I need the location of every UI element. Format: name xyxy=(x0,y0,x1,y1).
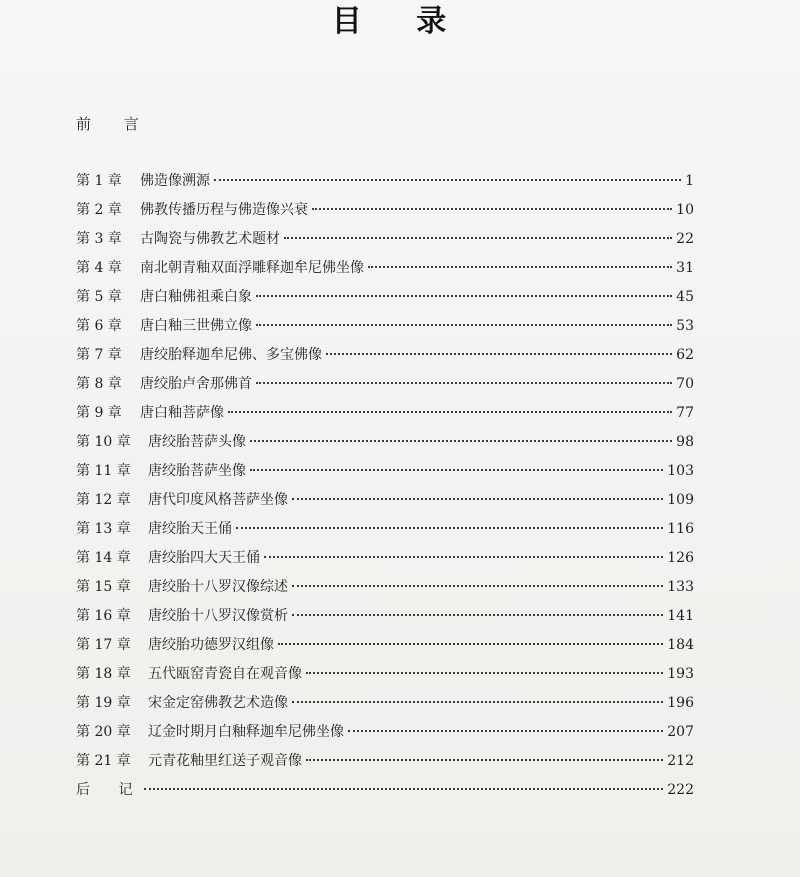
toc-entry xyxy=(76,723,694,752)
toc-chapter-number: 第 8 章 xyxy=(76,376,122,392)
toc-page-number: 45 xyxy=(676,289,694,305)
toc-leader-dots xyxy=(312,208,672,210)
toc-chapter-title: 佛造像溯源 xyxy=(140,173,210,189)
toc-chapter-number: 第 17 章 xyxy=(76,637,131,653)
toc-leader-dots xyxy=(326,353,672,355)
toc-chapter-title: 唐绞胎十八罗汉像赏析 xyxy=(148,608,288,624)
toc-entry xyxy=(76,375,694,404)
toc-leader-dots xyxy=(306,672,663,674)
toc-leader-dots xyxy=(214,179,681,181)
toc-page-number: 31 xyxy=(676,260,694,276)
toc-leader-dots xyxy=(250,469,663,471)
toc-entry xyxy=(76,404,694,433)
toc-chapter-title: 宋金定窑佛教艺术造像 xyxy=(148,695,288,711)
toc-entry xyxy=(76,694,694,723)
toc-page-number: 212 xyxy=(667,753,694,769)
toc-chapter-number: 第 16 章 xyxy=(76,608,131,624)
toc-leader-dots xyxy=(228,411,672,413)
toc-entry xyxy=(76,172,694,201)
toc-page-number: 141 xyxy=(667,608,694,624)
toc-chapter-title: 唐绞胎菩萨坐像 xyxy=(148,463,246,479)
toc-chapter-title: 唐绞胎四大天王俑 xyxy=(148,550,260,566)
toc-entry xyxy=(76,607,694,636)
toc-leader-dots xyxy=(144,788,663,790)
toc-page-number: 109 xyxy=(667,492,694,508)
toc-chapter-number: 第 4 章 xyxy=(76,260,122,276)
toc-page-number: 70 xyxy=(676,376,694,392)
toc-entry xyxy=(76,549,694,578)
toc-page-number: 22 xyxy=(676,231,694,247)
toc-chapter-title: 佛教传播历程与佛造像兴衰 xyxy=(140,202,308,218)
toc-entry xyxy=(76,230,694,259)
toc-entry xyxy=(76,520,694,549)
toc-chapter-number: 第 9 章 xyxy=(76,405,122,421)
toc-page-number: 1 xyxy=(685,173,694,189)
toc-chapter-title: 唐代印度风格菩萨坐像 xyxy=(148,492,288,508)
toc-chapter-number: 第 2 章 xyxy=(76,202,122,218)
toc-leader-dots xyxy=(256,295,672,297)
toc-page-number: 193 xyxy=(667,666,694,682)
toc-entry xyxy=(76,665,694,694)
toc-page-number: 103 xyxy=(667,463,694,479)
toc-page-number: 133 xyxy=(667,579,694,595)
toc-entry xyxy=(76,433,694,462)
toc-page-number: 62 xyxy=(676,347,694,363)
toc-chapter-number: 第 3 章 xyxy=(76,231,122,247)
toc-entry xyxy=(76,288,694,317)
toc-leader-dots xyxy=(256,324,672,326)
toc-leader-dots xyxy=(292,701,663,703)
toc-leader-dots xyxy=(236,527,663,529)
toc-leader-dots xyxy=(264,556,663,558)
toc-chapter-number: 第 6 章 xyxy=(76,318,122,334)
toc-page-number: 116 xyxy=(667,521,694,537)
toc-chapter-title: 南北朝青釉双面浮雕释迦牟尼佛坐像 xyxy=(140,260,364,276)
toc-page-number: 98 xyxy=(676,434,694,450)
toc-entry xyxy=(76,462,694,491)
toc-chapter-title: 唐绞胎菩萨头像 xyxy=(148,434,246,450)
toc-chapter-title: 唐绞胎卢舍那佛首 xyxy=(140,376,252,392)
toc-entry xyxy=(76,578,694,607)
toc-page-number: 53 xyxy=(676,318,694,334)
toc-page-number: 77 xyxy=(676,405,694,421)
toc-entry xyxy=(76,636,694,665)
toc-leader-dots xyxy=(368,266,672,268)
toc-chapter-title: 唐绞胎释迦牟尼佛、多宝佛像 xyxy=(140,347,322,363)
toc-chapter-number: 第 10 章 xyxy=(76,434,131,450)
toc-chapter-title: 元青花釉里红送子观音像 xyxy=(148,753,302,769)
toc-entry xyxy=(76,259,694,288)
toc-chapter-number: 第 14 章 xyxy=(76,550,131,566)
toc-preface: 前 言 xyxy=(76,115,153,133)
toc-leader-dots xyxy=(292,585,663,587)
toc-chapter-title: 唐绞胎天王俑 xyxy=(148,521,232,537)
toc-chapter-title: 古陶瓷与佛教艺术题材 xyxy=(140,231,280,247)
toc-page-number: 196 xyxy=(667,695,694,711)
toc-entry xyxy=(76,752,694,781)
toc-entry xyxy=(76,201,694,230)
toc-afterword-label: 后 记 xyxy=(76,782,145,798)
toc-chapter-title: 唐绞胎功德罗汉组像 xyxy=(148,637,274,653)
toc-leader-dots xyxy=(348,730,663,732)
toc-chapter-title: 辽金时期月白釉释迦牟尼佛坐像 xyxy=(148,724,344,740)
toc-leader-dots xyxy=(256,382,672,384)
table-of-contents xyxy=(76,172,694,810)
toc-entry xyxy=(76,346,694,375)
toc-chapter-title: 唐绞胎十八罗汉像综述 xyxy=(148,579,288,595)
toc-chapter-number: 第 7 章 xyxy=(76,347,122,363)
toc-chapter-number: 第 1 章 xyxy=(76,173,122,189)
toc-chapter-number: 第 20 章 xyxy=(76,724,131,740)
toc-chapter-number: 第 11 章 xyxy=(76,463,131,479)
toc-chapter-number: 第 13 章 xyxy=(76,521,131,537)
toc-page-number: 184 xyxy=(667,637,694,653)
page-title: 目 录 xyxy=(331,4,469,39)
toc-entry-afterword xyxy=(76,781,694,810)
toc-page-number: 126 xyxy=(667,550,694,566)
toc-leader-dots xyxy=(306,759,663,761)
toc-chapter-number: 第 18 章 xyxy=(76,666,131,682)
toc-leader-dots xyxy=(278,643,663,645)
toc-leader-dots xyxy=(292,614,663,616)
toc-chapter-number: 第 5 章 xyxy=(76,289,122,305)
toc-page-number: 222 xyxy=(667,782,694,798)
toc-chapter-title: 唐白釉三世佛立像 xyxy=(140,318,252,334)
toc-leader-dots xyxy=(284,237,672,239)
toc-chapter-number: 第 12 章 xyxy=(76,492,131,508)
toc-page-number: 10 xyxy=(676,202,694,218)
toc-page-number: 207 xyxy=(667,724,694,740)
toc-chapter-title: 唐白釉佛祖乘白象 xyxy=(140,289,252,305)
toc-entry xyxy=(76,317,694,346)
toc-chapter-number: 第 15 章 xyxy=(76,579,131,595)
toc-chapter-title: 五代瓯窑青瓷自在观音像 xyxy=(148,666,302,682)
toc-leader-dots xyxy=(250,440,672,442)
toc-chapter-number: 第 21 章 xyxy=(76,753,131,769)
toc-entry xyxy=(76,491,694,520)
toc-chapter-number: 第 19 章 xyxy=(76,695,131,711)
toc-chapter-title: 唐白釉菩萨像 xyxy=(140,405,224,421)
toc-leader-dots xyxy=(292,498,663,500)
